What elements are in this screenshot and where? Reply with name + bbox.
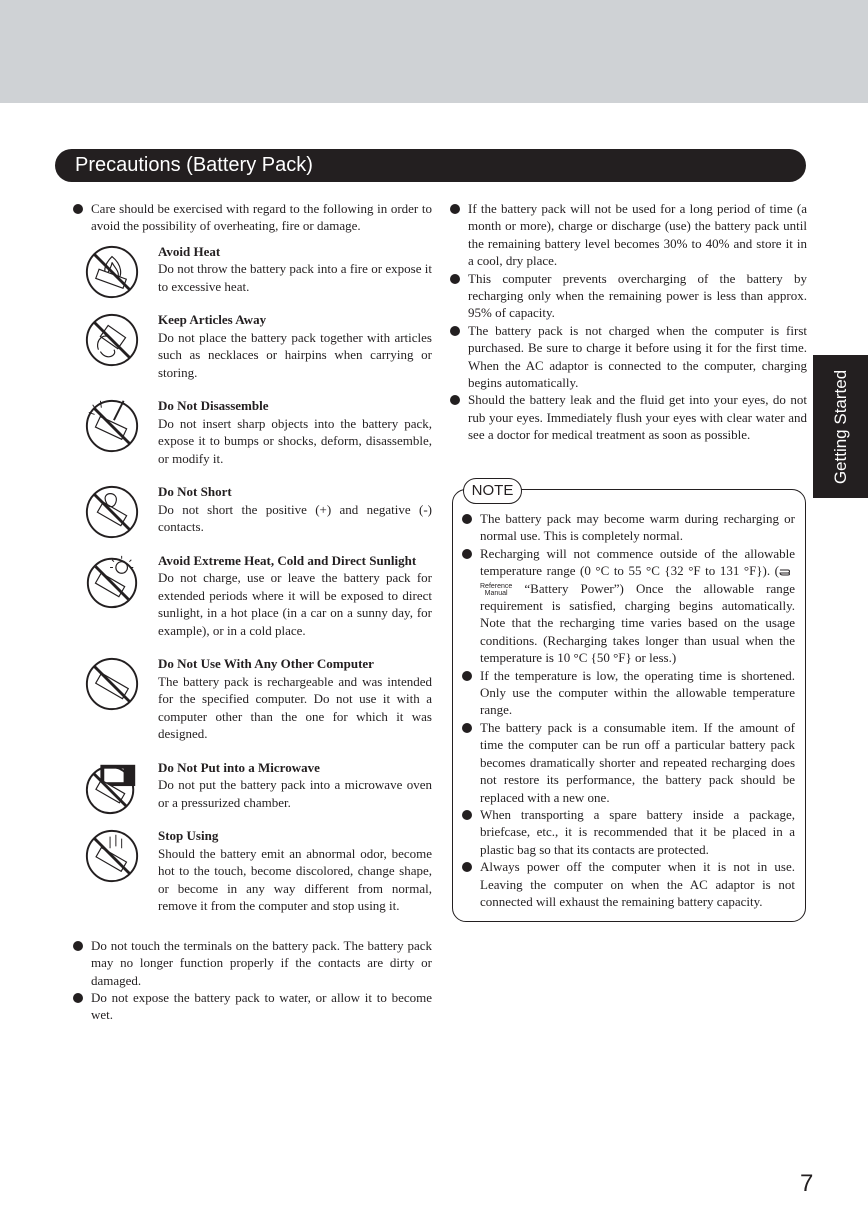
left-column [72, 200, 432, 1024]
bullet-dot [450, 274, 460, 284]
no-fire-icon [83, 243, 141, 301]
no-disassemble-icon [83, 397, 141, 455]
warning-title: Do Not Put into a Microwave [158, 759, 320, 775]
bottom-bullet [72, 937, 432, 989]
intro-text: Care should be exercised with regard to the following in order to avoid the possibility of overheating, fire or damage. [91, 201, 432, 234]
warning-title: Do Not Use With Any Other Computer [158, 656, 374, 672]
note-text: Always power off the computer when it is not in use. Leaving the computer on when the AC adaptor is not connected will exhaust the remaining battery capacity. [480, 859, 795, 909]
bullet-text: The battery pack is not charged when the computer is first purchased. Be sure to charge it before using it for the first time. When the AC adaptor is connected to the computer, charging begins automatically. [468, 322, 807, 391]
bullet-dot [450, 204, 460, 214]
bullet-dot [73, 993, 83, 1003]
warning-do-not-disassemble [83, 397, 432, 467]
ref-word-1: Reference [480, 582, 513, 590]
warning-text: The battery pack is rechargeable and was intended for the specified computer. Do not use it with a computer other than the one for which it was designed. [158, 673, 432, 742]
bullet-dot [462, 514, 472, 524]
right-column [449, 200, 807, 444]
no-sun-icon [83, 552, 141, 610]
warning-text: Do not put the battery pack into a microwave oven or a pressurized chamber. [158, 777, 432, 810]
no-other-computer-icon [83, 655, 141, 713]
note-item [461, 858, 795, 910]
bullet-text: This computer prevents overcharging of the battery by recharging only when the remaining power is less than approx. 95% of capacity. [468, 270, 807, 321]
warning-title: Keep Articles Away [158, 312, 267, 328]
bullet-text: Should the battery leak and the fluid get into your eyes, do not rub your eyes. Immediately flush your eyes with clear water and see a doctor for medical treatment as soon as possible. [468, 392, 807, 443]
right-bullet [449, 322, 807, 392]
top-band [0, 0, 868, 103]
bullet-text: Do not expose the battery pack to water, or allow it to become wet. [91, 990, 432, 1023]
note-text: The battery pack may become warm during recharging or normal use. This is completely normal. [480, 511, 795, 544]
no-microwave-icon [83, 759, 141, 817]
stop-using-icon [83, 827, 141, 885]
warning-title: Do Not Short [158, 484, 232, 500]
warning-avoid-heat [83, 243, 432, 296]
bullet-dot [462, 671, 472, 681]
note-text: The battery pack is a consumable item. If the amount of time the computer can be run off a particular battery pack becomes dramatically shorter and repeated recharging does not restore its performance, the battery pack should be replaced with a new one. [480, 719, 795, 805]
bullet-dot [73, 941, 83, 951]
intro-bullet [72, 200, 432, 235]
no-short-icon [83, 483, 141, 541]
warning-avoid-extreme-heat [83, 552, 432, 640]
warning-no-microwave [83, 759, 432, 812]
warning-text: Should the battery emit an abnormal odor, become hot to the touch, become discolored, change shape, or become in any way different from normal, remove it from the computer and stop using it. [158, 845, 432, 914]
pointing-hand-icon [779, 567, 795, 577]
note-item [461, 806, 795, 858]
note-item [461, 545, 795, 667]
warning-keep-articles-away [83, 311, 432, 381]
side-tab [813, 355, 868, 498]
reference-manual-label [480, 583, 512, 597]
note-text: When transporting a spare battery inside a package, briefcase, etc., it is recommended that it be placed in a plastic bag so that its contacts are protected. [480, 806, 795, 857]
right-bullet [449, 200, 807, 270]
page-number: 7 [800, 1170, 814, 1197]
side-tab-label: Getting Started [830, 369, 850, 484]
warning-title: Avoid Extreme Heat, Cold and Direct Sunlight [158, 552, 417, 568]
warning-title: Do Not Disassemble [158, 398, 269, 414]
warning-text: Do not place the battery pack together with articles such as necklaces or hairpins when carrying or storing. [158, 329, 432, 380]
warning-title: Avoid Heat [158, 243, 221, 259]
warning-text: Do not insert sharp objects into the battery pack, expose it to bumps or shocks, deform, disassemble, or modify it. [158, 415, 432, 466]
right-bullet [449, 270, 807, 322]
section-title: Precautions (Battery Pack) [55, 149, 806, 182]
bullet-dot [450, 326, 460, 336]
note-item [461, 719, 795, 806]
bullet-text: If the battery pack will not be used for a long period of time (a month or more), charge or discharge (use) the battery pack until the remaining battery level becomes 30% to 40% and store it in a cool, dry place. [468, 201, 807, 269]
bottom-bullet [72, 989, 432, 1024]
note-label: NOTE [463, 478, 522, 504]
warning-text: Do not short the positive (+) and negative (-) contacts. [158, 501, 432, 535]
bullet-dot [462, 723, 472, 733]
bullet-dot [462, 862, 472, 872]
bullet-dot [450, 395, 460, 405]
no-necklace-icon [83, 311, 141, 369]
note-text: Recharging will not commence outside of the allowable temperature range (0 °C to 55 °C {32 °F to 131 °F}). ( [480, 545, 795, 579]
warning-text: Do not throw the battery pack into a fire or expose it to excessive heat. [158, 261, 432, 294]
right-bullet [449, 391, 807, 443]
warning-do-not-short [83, 483, 432, 536]
warning-no-other-computer [83, 655, 432, 743]
note-item [461, 667, 795, 719]
warning-text: Do not charge, use or leave the battery pack for extended periods where it will be exposed to direct sunlight, in a hot place (in a car on a sunny day, for example), or in a cold place. [158, 570, 432, 638]
bullet-text: Do not touch the terminals on the battery pack. The battery pack may no longer function properly if the contacts are dirty or damaged. [91, 937, 432, 988]
bullet-dot [462, 810, 472, 820]
warning-stop-using [83, 827, 432, 915]
note-list [461, 510, 795, 910]
note-ref-tail: “Battery Power”) Once the allowable range requirement is satisfied, charging begins automatically. Note that the recharging time varies based on the usage conditions. (Recharging takes longer than usual when the temperature is 10 °C {50 °F} or less.) [480, 580, 795, 666]
bullet-dot [73, 204, 83, 214]
ref-word-2: Manual [484, 589, 508, 597]
note-text: If the temperature is low, the operating time is shortened. Only use the computer within the allowable temperature range. [480, 667, 795, 718]
note-item [461, 510, 795, 545]
bullet-dot [462, 549, 472, 559]
warning-title: Stop Using [158, 828, 219, 844]
